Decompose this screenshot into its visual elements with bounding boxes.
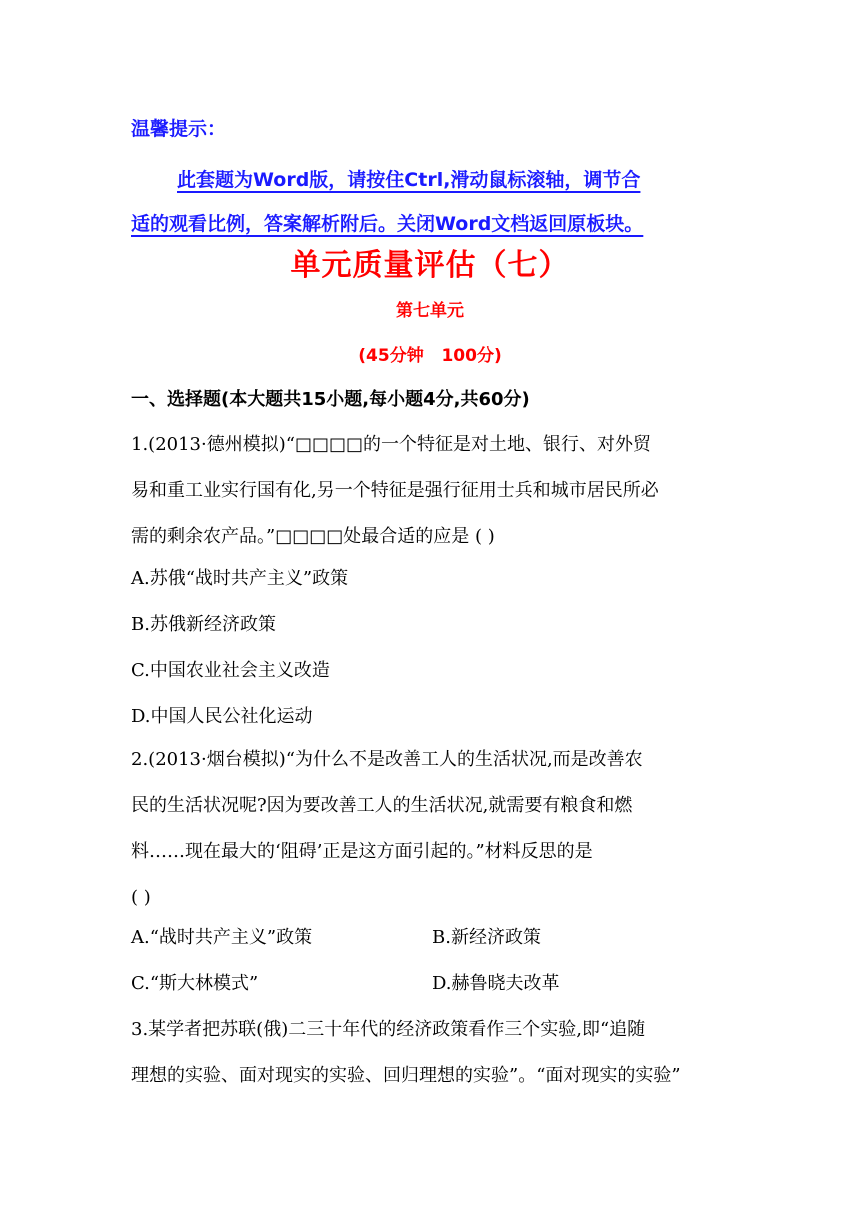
document-title: 单元质量评估（七）: [290, 248, 570, 283]
question-2-line: ( ): [131, 887, 151, 908]
option-a: A.苏俄“战时共产主义”政策: [131, 568, 349, 589]
question-1-line: 1.(2013·德州模拟)“□□□□的一个特征是对土地、银行、对外贸: [131, 434, 651, 455]
option-c: C.“斯大林模式”: [131, 973, 259, 994]
tip-body: [131, 158, 731, 246]
question-2-line: 2.(2013·烟台模拟)“为什么不是改善工人的生活状况,而是改善农: [131, 749, 643, 770]
question-1-line: 易和重工业实行国有化,另一个特征是强行征用士兵和城市居民所必: [131, 480, 659, 501]
section-heading: 一、选择题(本大题共15小题,每小题4分,共60分): [131, 389, 530, 410]
option-b: B.新经济政策: [432, 927, 541, 948]
option-a: A.“战时共产主义”政策: [131, 927, 313, 948]
question-2-options: [131, 915, 733, 1007]
question-1-stem: [131, 422, 733, 560]
question-3-line: 理想的实验、面对现实的实验、回归理想的实验”。“面对现实的实验”: [131, 1065, 681, 1086]
time-and-score: (45分钟 100分): [358, 346, 502, 366]
document-subtitle: 第七单元: [396, 301, 464, 321]
question-2-line: 料……现在最大的‘阻碍’正是这方面引起的。”材料反思的是: [131, 841, 593, 862]
option-b: B.苏俄新经济政策: [131, 614, 276, 635]
question-1-line: 需的剩余农产品。”□□□□处最合适的应是 ( ): [131, 526, 495, 547]
tip-title: 温馨提示：: [131, 118, 227, 140]
tip-line-1: 此套题为Word版，请按住Ctrl,滑动鼠标滚轴，调节合: [177, 169, 641, 191]
question-2-line: 民的生活状况呢?因为要改善工人的生活状况,就需要有粮食和燃: [131, 795, 633, 816]
question-1-options: [131, 556, 733, 740]
question-3-line: 3.某学者把苏联(俄)二三十年代的经济政策看作三个实验,即“追随: [131, 1019, 646, 1040]
option-d: D.赫鲁晓夫改革: [432, 973, 560, 994]
option-d: D.中国人民公社化运动: [131, 706, 313, 727]
option-c: C.中国农业社会主义改造: [131, 660, 330, 681]
question-3-stem: [131, 1007, 733, 1099]
tip-line-2: 适的观看比例，答案解析附后。关闭Word文档返回原板块。: [131, 213, 644, 235]
question-2-stem: [131, 737, 733, 921]
